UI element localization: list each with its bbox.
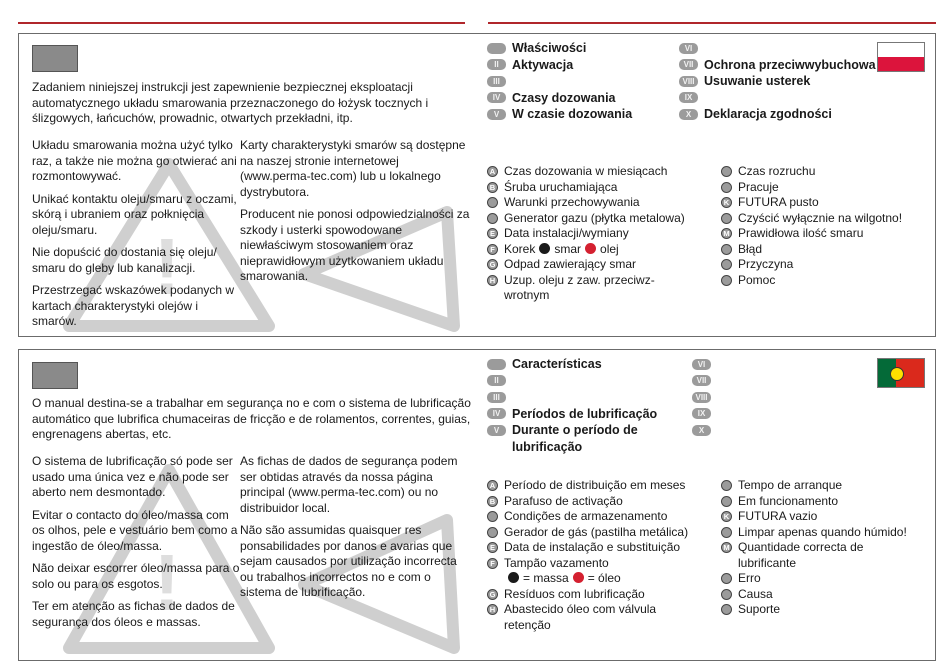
legend-item	[487, 288, 685, 304]
toc-item	[692, 406, 711, 423]
toc-item	[679, 73, 876, 90]
legend-marker-icon	[721, 573, 732, 584]
legend-text	[504, 494, 623, 510]
intro-text: Zadaniem niniejszej instrukcji jest zapewnienie bezpiecznej eksploatacji automatycznego układu smarowania przeznaczonego do łożysk tocznych i ślizgowych, łańcuchów, prowadnic, otwartych przekładni, itp.	[32, 80, 429, 125]
legend-marker-icon	[721, 589, 732, 600]
toc-item	[487, 57, 632, 74]
legend-item	[721, 226, 902, 242]
legend-text	[738, 587, 773, 603]
toc-item	[692, 373, 711, 390]
legend-label-a: smar	[554, 241, 582, 256]
legend-text	[504, 273, 655, 289]
legend-item	[721, 556, 907, 572]
legend-marker-icon: K	[721, 511, 732, 522]
legend-item	[487, 571, 688, 587]
legend-marker-icon: B	[487, 496, 498, 507]
section-number-badge: VI	[679, 43, 698, 54]
legend-text	[504, 257, 636, 273]
legend-marker-icon: A	[487, 166, 498, 177]
legend-marker-icon: H	[487, 604, 498, 615]
legend-label: Condições de armazenamento	[504, 509, 668, 523]
legend-item	[487, 242, 685, 258]
section-number-badge: III	[487, 392, 506, 403]
legend-marker-icon: M	[721, 542, 732, 553]
legend-text	[738, 242, 762, 258]
legend-text	[504, 164, 667, 180]
legend-label: Błąd	[738, 241, 763, 256]
toc-item-label: Durante o período de	[512, 423, 638, 437]
toc-item-label: lubrificação	[512, 439, 583, 454]
section-number-badge	[487, 359, 506, 370]
top-rule-left	[18, 22, 465, 24]
legend-item	[487, 618, 688, 634]
legend-marker-icon: E	[487, 542, 498, 553]
section-number-badge: II	[487, 59, 506, 70]
toc-item	[487, 406, 657, 423]
legend-label: Odpad zawierający smar	[504, 257, 637, 271]
legend-item	[721, 195, 902, 211]
legend-item	[487, 211, 685, 227]
toc-right	[692, 356, 711, 439]
legend-label: Suporte	[738, 602, 781, 616]
toc-item-label: Aktywacja	[512, 57, 574, 72]
legend-item	[721, 602, 907, 618]
legend-text	[738, 540, 863, 556]
legend-text	[504, 540, 680, 556]
legend-label: Warunki przechowywania	[504, 195, 640, 209]
legend-text	[504, 571, 621, 587]
legend-marker-icon: G	[487, 259, 498, 270]
legend-marker-icon: G	[487, 589, 498, 600]
toc-item	[692, 356, 711, 373]
legend-marker-icon: H	[487, 275, 498, 286]
legend-marker-icon: K	[721, 197, 732, 208]
legend-marker-icon: F	[487, 558, 498, 569]
safety-col-2	[240, 454, 472, 608]
legend-right	[721, 164, 902, 288]
legend-text	[504, 288, 549, 304]
legend-item	[487, 540, 688, 556]
legend-label: Limpar apenas quando húmido!	[738, 524, 907, 539]
legend-label: Tampão vazamento	[504, 555, 609, 570]
toc-item	[487, 106, 632, 123]
section-number-badge: VIII	[692, 392, 711, 403]
legend-label-a: = massa	[523, 571, 569, 585]
toc-item-label: Ochrona przeciwwybuchowa	[704, 57, 876, 72]
legend-text	[504, 509, 667, 525]
toc-item	[692, 422, 711, 439]
legend-label: Erro	[738, 571, 761, 585]
safety-paragraph: O sistema de lubrificação só pode ser usado uma única vez e não pode ser aberto nem desmontado.	[32, 454, 233, 499]
safety-paragraph: Karty charakterystyki smarów są dostępne na naszej stronie internetowej (www.perma-tec.com) lub u lokalnego dystrybutora.	[240, 138, 466, 199]
legend-text	[504, 556, 609, 572]
section-number-badge: IV	[487, 408, 506, 419]
legend-text	[738, 525, 907, 541]
legend-text	[738, 211, 902, 227]
legend-marker-icon	[721, 166, 732, 177]
legend-marker-icon	[721, 182, 732, 193]
section-number-badge: V	[487, 109, 506, 120]
legend-label: Parafuso de activação	[504, 493, 623, 508]
toc-left	[487, 40, 632, 123]
legend-item	[721, 571, 907, 587]
legend-label: Em funcionamento	[738, 493, 839, 508]
legend-right	[721, 478, 907, 618]
section-number-badge: IV	[487, 92, 506, 103]
legend-text	[738, 556, 796, 572]
toc-item	[487, 373, 657, 390]
legend-label: FUTURA vazio	[738, 509, 818, 523]
legend-label: Generator gazu (płytka metalowa)	[504, 210, 685, 225]
legend-text	[738, 180, 779, 196]
toc-item	[487, 73, 632, 90]
toc-item-label: Usuwanie usterek	[704, 74, 811, 88]
legend-label: Prawidłowa ilość smaru	[738, 226, 864, 240]
svg-text:!: !	[153, 222, 181, 311]
legend-label: Abastecido óleo com válvula	[504, 602, 657, 616]
legend-label: Uzup. oleju z zaw. przeciwz-	[504, 272, 655, 287]
legend-item	[721, 540, 907, 556]
section-number-badge: II	[487, 375, 506, 386]
legend-text	[504, 478, 685, 494]
legend-marker-icon	[721, 604, 732, 615]
legend-item	[721, 587, 907, 603]
legend-item	[487, 602, 688, 618]
legend-marker-icon	[721, 480, 732, 491]
legend-text	[504, 525, 688, 541]
legend-item	[721, 525, 907, 541]
legend-label: Data de instalação e substituição	[504, 540, 681, 554]
legend-label: Korek	[504, 241, 536, 256]
toc-item-label: Deklaracja zgodności	[704, 107, 832, 121]
flag-poland-icon	[877, 42, 925, 72]
section-number-badge: V	[487, 425, 506, 436]
toc-item	[487, 439, 657, 456]
legend-text	[504, 180, 617, 196]
legend-label: Gerador de gás (pastilha metálica)	[504, 524, 689, 539]
legend-item	[487, 525, 688, 541]
legend-label: Causa	[738, 586, 773, 601]
legend-item	[487, 257, 685, 273]
toc-item	[692, 389, 711, 406]
top-rule-right	[488, 22, 936, 24]
safety-paragraph: Producent nie ponosi odpowiedzialności za szkody i usterki spowodowane niewłaściwym stosowaniem oraz nieprawidłowym użytkowaniem układu smarowania.	[240, 207, 470, 283]
flag-portugal-icon	[877, 358, 925, 388]
legend-marker-icon	[721, 244, 732, 255]
legend-label-b: = óleo	[587, 571, 621, 585]
toc-item	[487, 356, 657, 373]
toc-item	[487, 90, 632, 107]
toc-left	[487, 356, 657, 455]
toc-item-label: Períodos de lubrificação	[512, 406, 658, 421]
toc-item-label: W czasie dozowania	[512, 107, 633, 121]
toc-item-label: Właściwości	[512, 41, 587, 55]
safety-paragraph: Não são assumidas quaisquer res ponsabilidades por danos e avarias que sejam causados por utilização incorrecta ou trabalhos incorrectos no e com o sistema de lubrificação.	[240, 523, 457, 599]
legend-marker-icon	[487, 511, 498, 522]
legend-text	[504, 211, 685, 227]
legend-item	[487, 164, 685, 180]
legend-item	[487, 226, 685, 242]
safety-paragraph: Evitar o contacto do óleo/massa com os olhos, pele e vestuário bem como a ingestão de óleo/massa.	[32, 507, 238, 553]
legend-marker-icon	[721, 275, 732, 286]
toc-item	[487, 389, 657, 406]
legend-item	[721, 180, 902, 196]
legend-item	[721, 242, 902, 258]
panel-polish	[18, 33, 936, 337]
section-number-badge: IX	[679, 92, 698, 103]
safety-paragraph: Unikać kontaktu oleju/smaru z oczami, skórą i ubraniem oraz połknięcia oleju/smaru.	[32, 191, 237, 237]
legend-label: Czas rozruchu	[738, 164, 816, 178]
legend-text	[738, 273, 775, 289]
legend-marker-icon	[721, 527, 732, 538]
toc-item	[679, 40, 876, 57]
intro-text: O manual destina-se a trabalhar em segurança no e com o sistema de lubrificação automático que lubrifica chumaceiras de fricção e de rolamentos, correntes, guias, engrenagens abertas, etc.	[32, 396, 471, 441]
warning-label-box	[32, 45, 78, 72]
safety-paragraph: As fichas de dados de segurança podem ser obtidas através da nossa página principal (www.perma-tec.com) ou no distribuidor local.	[240, 454, 458, 515]
legend-marker-icon	[487, 213, 498, 224]
legend-item	[721, 494, 907, 510]
toc-item-label: Czasy dozowania	[512, 90, 616, 105]
legend-text	[738, 195, 819, 211]
legend-label-b: olej	[600, 241, 619, 256]
legend-label: Tempo de arranque	[738, 478, 843, 492]
legend-left	[487, 478, 688, 633]
legend-item	[721, 211, 902, 227]
legend-text	[738, 478, 842, 494]
black-dot-icon	[539, 243, 550, 254]
legend-item	[721, 164, 902, 180]
legend-item	[487, 494, 688, 510]
legend-marker-icon: E	[487, 228, 498, 239]
legend-label: retenção	[504, 617, 551, 632]
legend-text	[738, 509, 817, 525]
legend-marker-icon	[721, 496, 732, 507]
legend-label: Przyczyna	[738, 257, 794, 271]
section-number-badge: VII	[692, 375, 711, 386]
legend-marker-icon	[487, 197, 498, 208]
section-number-badge	[487, 43, 506, 54]
legend-item	[721, 257, 902, 273]
legend-marker-icon: B	[487, 182, 498, 193]
legend-marker-icon	[721, 213, 732, 224]
legend-item	[487, 180, 685, 196]
legend-text	[504, 226, 629, 242]
legend-item	[487, 478, 688, 494]
toc-item	[679, 57, 876, 74]
legend-label: Período de distribuição em meses	[504, 478, 686, 492]
toc-item	[679, 106, 876, 123]
legend-label: Data instalacji/wymiany	[504, 226, 629, 240]
toc-item	[679, 90, 876, 107]
legend-label: Resíduos com lubrificação	[504, 586, 645, 601]
legend-item	[487, 195, 685, 211]
section-number-badge: X	[692, 425, 711, 436]
legend-label: Pomoc	[738, 272, 776, 287]
safety-paragraph: Ter em atenção as fichas de dados de segurança dos óleos e massas.	[32, 599, 235, 629]
legend-item	[721, 273, 902, 289]
legend-label: Czyścić wyłącznie na wilgotno!	[738, 210, 903, 225]
legend-label: Czas dozowania w miesiącach	[504, 164, 668, 178]
legend-marker-icon	[487, 527, 498, 538]
legend-marker-icon: M	[721, 228, 732, 239]
legend-item	[487, 556, 688, 572]
legend-item	[721, 509, 907, 525]
toc-item	[487, 40, 632, 57]
safety-paragraph: Nie dopuścić do dostania się oleju/ smaru do gleby lub kanalizacji.	[32, 245, 217, 275]
legend-marker-icon: F	[487, 244, 498, 255]
legend-label: Pracuje	[738, 179, 779, 194]
legend-text	[738, 494, 838, 510]
section-number-badge: VII	[679, 59, 698, 70]
legend-label: FUTURA pusto	[738, 195, 819, 209]
panel-portuguese	[18, 349, 936, 661]
legend-text	[738, 164, 815, 180]
legend-item	[487, 587, 688, 603]
section-number-badge: IX	[692, 408, 711, 419]
safety-paragraph: Układu smarowania można użyć tylko raz, a także nie można go otwierać ani rozmontowywać.	[32, 138, 237, 183]
toc-right	[679, 40, 876, 123]
legend-text	[504, 195, 640, 211]
legend-label: Śruba uruchamiająca	[504, 179, 618, 194]
legend-text	[504, 587, 645, 603]
toc-item	[487, 422, 657, 439]
legend-text	[738, 602, 780, 618]
red-dot-icon	[573, 572, 584, 583]
legend-marker-icon: A	[487, 480, 498, 491]
legend-text	[504, 602, 656, 618]
legend-left	[487, 164, 685, 304]
legend-label: Quantidade correcta de	[738, 540, 864, 554]
section-number-badge: III	[487, 76, 506, 87]
safety-col-2	[240, 138, 472, 292]
legend-marker-icon	[721, 259, 732, 270]
section-number-badge: VIII	[679, 76, 698, 87]
red-dot-icon	[585, 243, 596, 254]
safety-col-1	[32, 138, 244, 337]
legend-text	[738, 571, 761, 587]
svg-text:!: !	[153, 538, 181, 627]
section-number-badge: X	[679, 109, 698, 120]
legend-text	[504, 242, 619, 258]
legend-text	[738, 257, 793, 273]
safety-paragraph: Przestrzegać wskazówek podanych w kartach charakterystyki olejów i smarów.	[32, 283, 235, 328]
legend-label: wrotnym	[504, 288, 550, 302]
legend-item	[487, 273, 685, 289]
legend-text	[738, 226, 863, 242]
legend-item	[487, 509, 688, 525]
safety-col-1	[32, 454, 244, 637]
legend-text	[504, 618, 551, 634]
toc-item-label: Características	[512, 357, 602, 371]
warning-label-box	[32, 362, 78, 389]
section-number-badge: VI	[692, 359, 711, 370]
safety-paragraph: Não deixar escorrer óleo/massa para o solo ou para os esgotos.	[32, 561, 240, 591]
black-dot-icon	[508, 572, 519, 583]
legend-item	[721, 478, 907, 494]
legend-label: lubrificante	[738, 555, 797, 570]
